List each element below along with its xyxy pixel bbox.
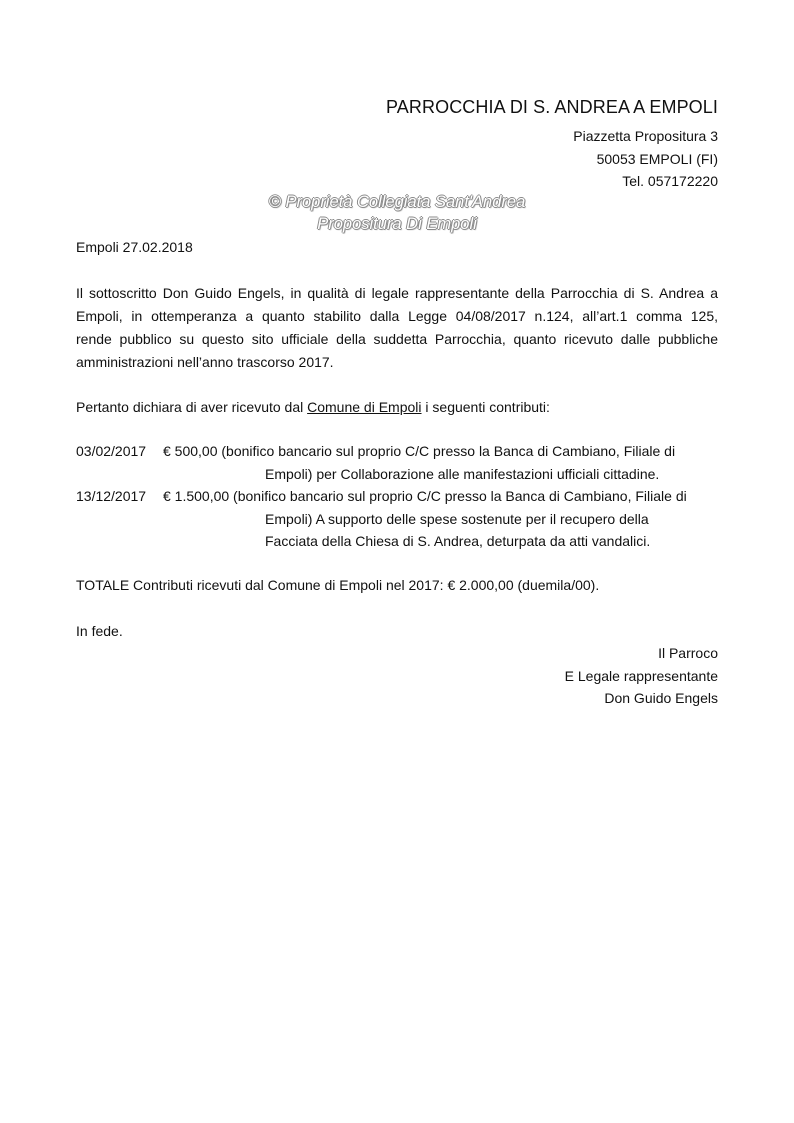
- entry-continuation: Empoli) per Collaborazione alle manifestazioni ufficiali cittadine.: [265, 465, 660, 482]
- paragraph-line: Empoli, in ottemperanza a quanto stabilito dalla Legge 04/08/2017 n.124, all’art.1 comma 125,: [76, 308, 718, 324]
- declaration-paragraph: [76, 282, 718, 374]
- signature-name: Don Guido Engels: [604, 690, 718, 706]
- paragraph-line: rende pubblico su questo sito ufficiale della suddetta Parrocchia, quanto ricevuto dalle pubbliche: [76, 331, 718, 347]
- parish-name: PARROCCHIA DI S. ANDREA A EMPOLI: [386, 97, 718, 117]
- address-city: 50053 EMPOLI (FI): [596, 150, 718, 167]
- entry-description: € 1.500,00 (bonifico bancario sul proprio C/C presso la Banca di Cambiano, Filiale di: [163, 488, 687, 504]
- entry-continuation: Facciata della Chiesa di S. Andrea, deturpata da atti vandalici.: [265, 533, 651, 549]
- paragraph-line: amministrazioni nell’anno trascorso 2017.: [76, 354, 334, 370]
- contributions-intro: [76, 396, 550, 419]
- contributions-list: [76, 440, 718, 553]
- document-page: [76, 0, 718, 1123]
- letterhead: [386, 95, 718, 193]
- list-item: [76, 440, 718, 463]
- list-item: [76, 485, 718, 508]
- comune-link[interactable]: Comune di Empoli: [307, 399, 422, 415]
- total-line: TOTALE Contributi ricevuti dal Comune di Empoli nel 2017: € 2.000,00 (duemila/00).: [76, 577, 600, 593]
- phone-number: Tel. 057172220: [622, 173, 718, 189]
- signature-block: [565, 642, 718, 710]
- watermark-line-2: Propositura Di Empoli: [317, 215, 477, 233]
- entry-date: 03/02/2017: [76, 443, 147, 459]
- entry-date: 13/12/2017: [76, 488, 147, 504]
- entry-description: € 500,00 (bonifico bancario sul proprio C/C presso la Banca di Cambiano, Filiale di: [163, 443, 676, 459]
- signature-title: Il Parroco: [658, 645, 718, 661]
- paragraph-line: Il sottoscritto Don Guido Engels, in qualità di legale rappresentante della Parrocchia di S. Andrea a: [76, 285, 718, 301]
- intro-text-after: i seguenti contributi:: [421, 399, 550, 415]
- closing-line: In fede.: [76, 623, 123, 639]
- address-street: Piazzetta Propositura 3: [573, 128, 718, 144]
- watermark-line-1: © Proprietà Collegiata Sant'Andrea: [268, 193, 526, 211]
- intro-text-before: Pertanto dichiara di aver ricevuto dal: [76, 399, 308, 415]
- entry-continuation: Empoli) A supporto delle spese sostenute per il recupero della: [265, 510, 649, 527]
- signature-role: E Legale rappresentante: [564, 667, 718, 684]
- document-date: Empoli 27.02.2018: [76, 239, 193, 255]
